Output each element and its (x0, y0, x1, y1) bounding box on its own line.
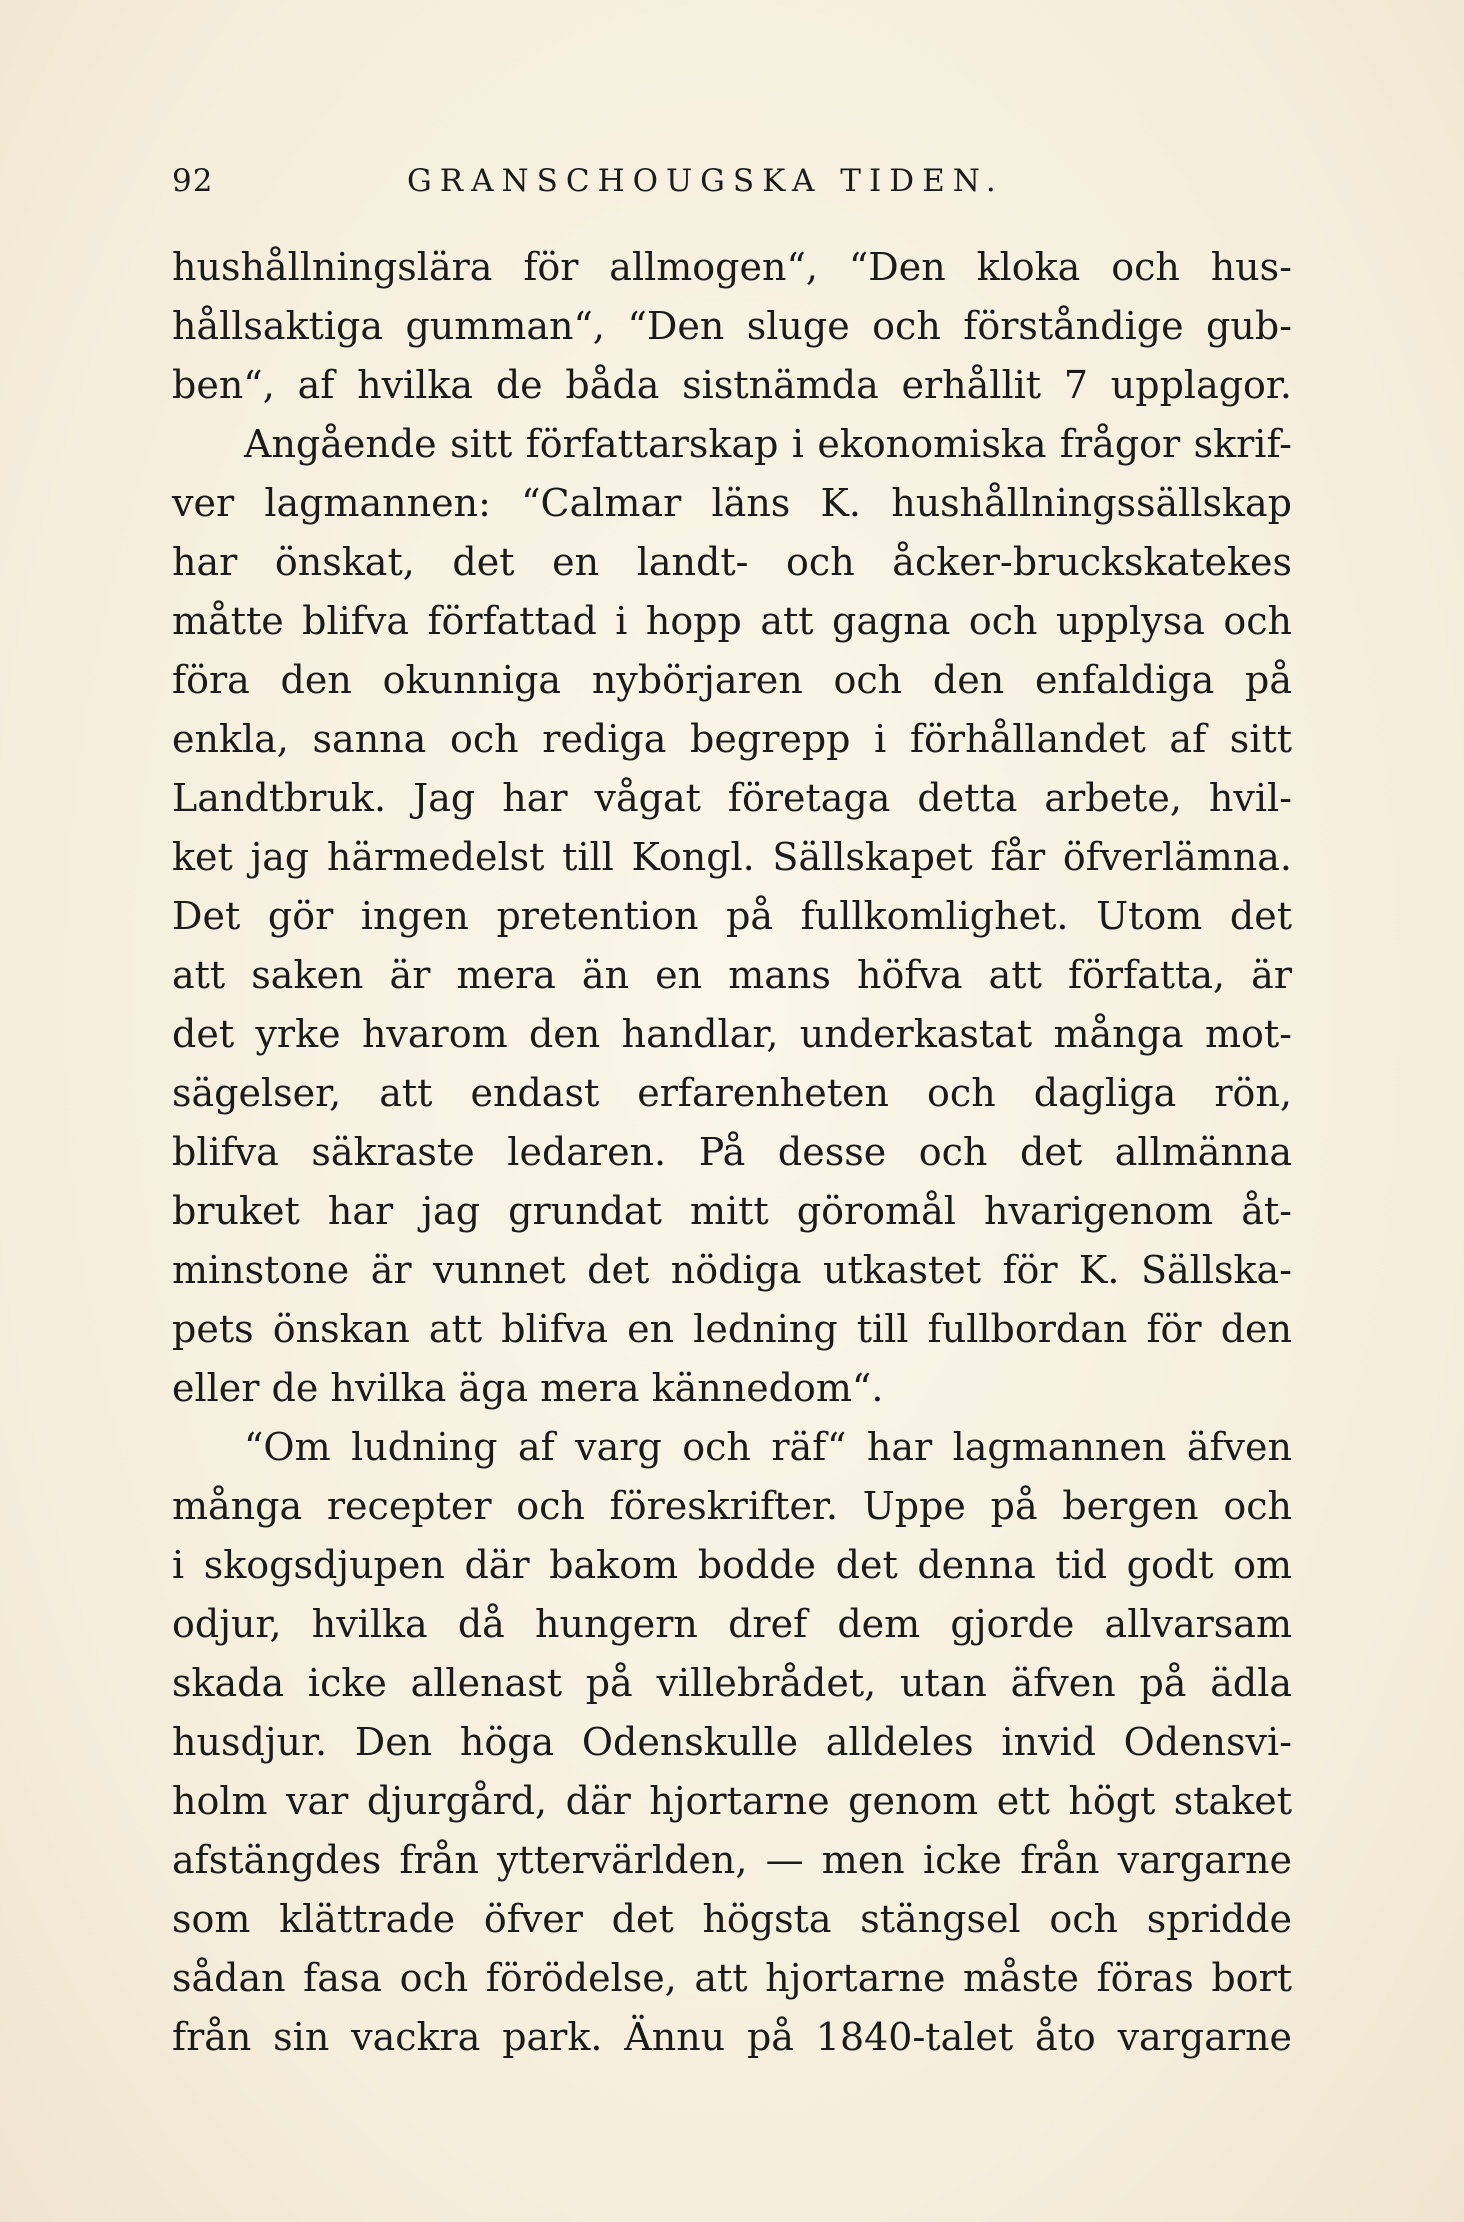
running-head (172, 163, 1292, 213)
text-line: i skogsdjupen där bakom bodde det denna tid godt om (172, 1543, 1292, 1587)
text-line: afstängdes från yttervärlden, — men icke från vargarne (172, 1838, 1292, 1882)
text-line: hushållningslära för allmogen“, “Den kloka och hus- (172, 245, 1292, 289)
text-line: eller de hvilka äga mera kännedom“. (172, 1366, 884, 1410)
text-line: enkla, sanna och rediga begrepp i förhållandet af sitt (172, 717, 1292, 761)
text-line: “Om ludning af varg och räf“ har lagmannen äfven (244, 1425, 1292, 1469)
running-title: GRANSCHOUGSKA TIDEN. (407, 163, 1004, 199)
text-line: har önskat, det en landt- och åcker-bruckskatekes (172, 540, 1292, 584)
text-line: odjur, hvilka då hungern dref dem gjorde allvarsam (172, 1602, 1292, 1646)
text-line: måtte blifva författad i hopp att gagna och upplysa och (172, 599, 1292, 643)
text-line: ben“, af hvilka de båda sistnämda erhållit 7 upplagor. (172, 363, 1292, 407)
page-number: 92 (172, 163, 214, 199)
text-line: skada icke allenast på villebrådet, utan äfven på ädla (172, 1661, 1292, 1705)
text-line: många recepter och föreskrifter. Uppe på bergen och (172, 1484, 1292, 1528)
text-line: sådan fasa och förödelse, att hjortarne måste föras bort (172, 1956, 1292, 2000)
text-line: minstone är vunnet det nödiga utkastet för K. Sällska- (172, 1248, 1292, 1292)
text-line: ver lagmannen: “Calmar läns K. hushållningssällskap (172, 481, 1292, 525)
text-line: husdjur. Den höga Odenskulle alldeles invid Odensvi- (172, 1720, 1292, 1764)
text-line: från sin vackra park. Ännu på 1840-talet åto vargarne (172, 2015, 1292, 2059)
text-line: Landtbruk. Jag har vågat företaga detta arbete, hvil- (172, 776, 1292, 820)
text-line: blifva säkraste ledaren. På desse och det allmänna (172, 1130, 1292, 1174)
text-line: Angående sitt författarskap i ekonomiska frågor skrif- (244, 422, 1292, 466)
text-line: sägelser, att endast erfarenheten och dagliga rön, (172, 1071, 1292, 1115)
text-line: det yrke hvarom den handlar, underkastat många mot- (172, 1012, 1292, 1056)
body-text (172, 238, 1292, 2067)
text-line: ket jag härmedelst till Kongl. Sällskapet får öfverlämna. (172, 835, 1292, 879)
text-line: pets önskan att blifva en ledning till fullbordan för den (172, 1307, 1292, 1351)
text-line: som klättrade öfver det högsta stängsel och spridde (172, 1897, 1292, 1941)
text-line: hållsaktiga gumman“, “Den sluge och förståndige gub- (172, 304, 1292, 348)
text-line: holm var djurgård, där hjortarne genom ett högt staket (172, 1779, 1292, 1823)
text-line: att saken är mera än en mans höfva att författa, är (172, 953, 1292, 997)
text-line: Det gör ingen pretention på fullkomlighet. Utom det (172, 894, 1292, 938)
text-line: föra den okunniga nybörjaren och den enfaldiga på (172, 658, 1292, 702)
text-line: bruket har jag grundat mitt göromål hvarigenom åt- (172, 1189, 1292, 1233)
